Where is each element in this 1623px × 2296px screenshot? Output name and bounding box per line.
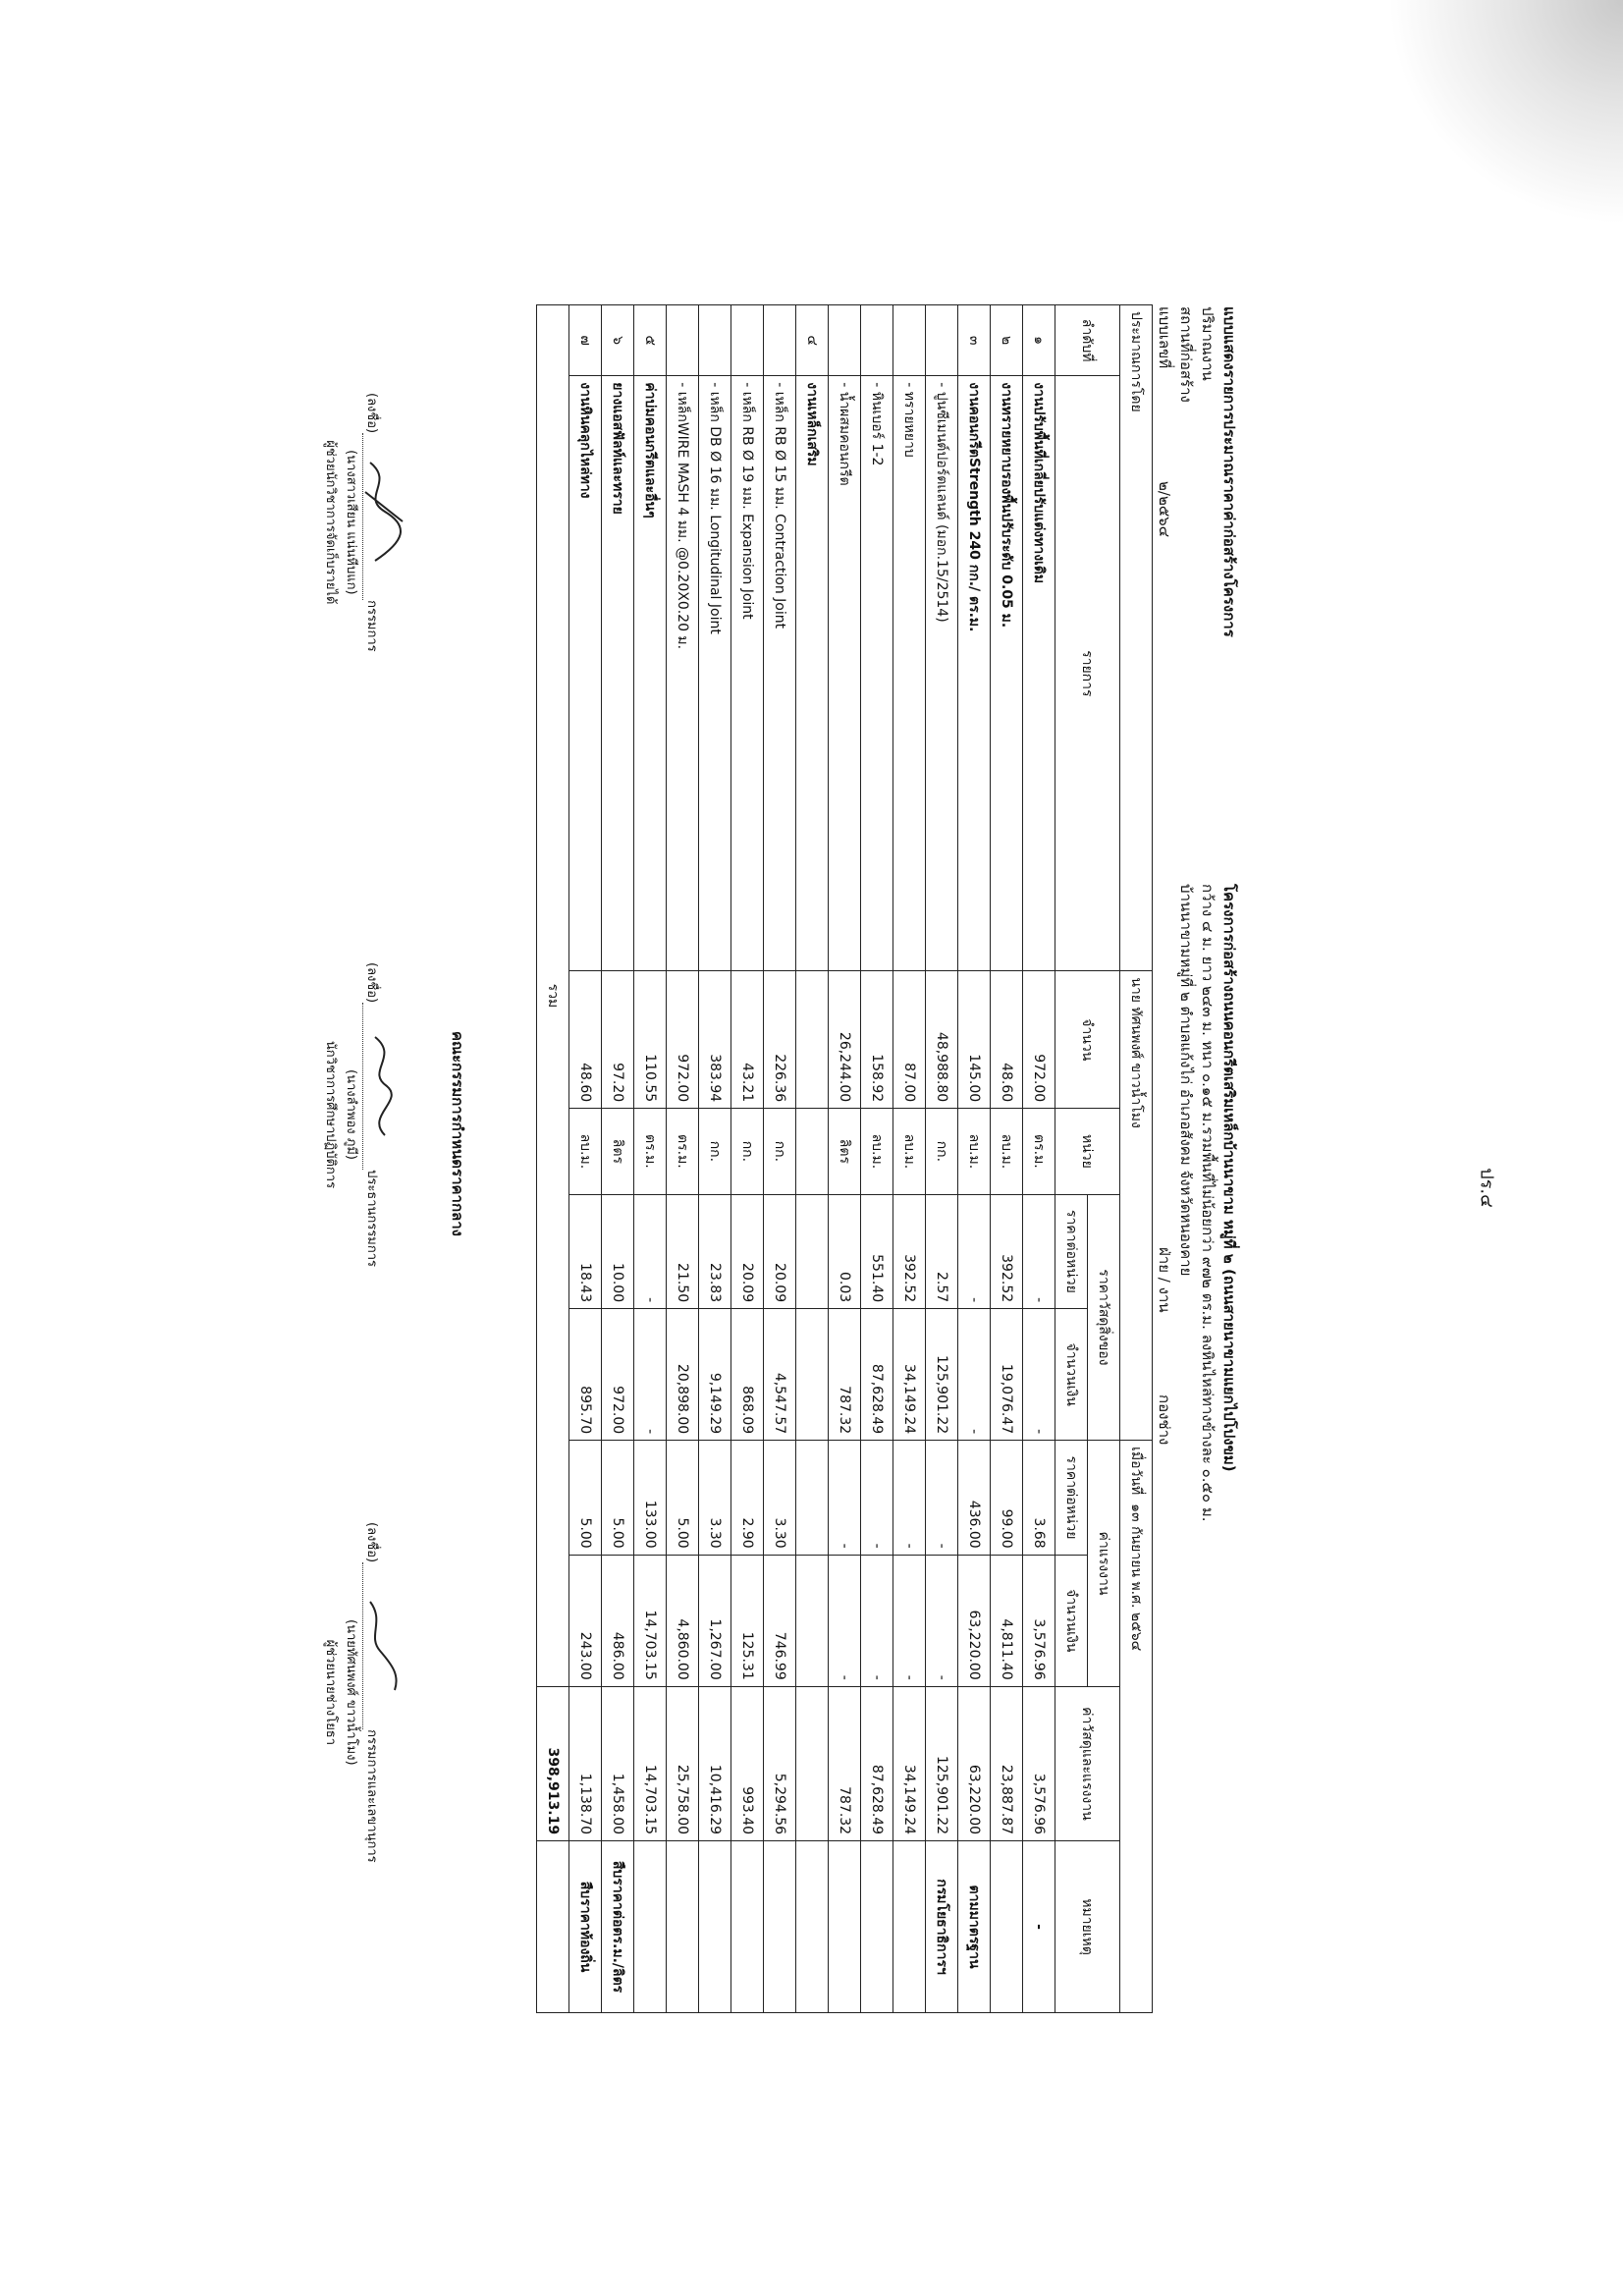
quantity-value: กว้าง ๔ ม. ยาว ๒๔๓ ม. หนา ๐.๑๕ ม.รวมพื้นที่ไม่น้อยกว่า ๙๗๒ ตร.ม. ลงหินไหล่ทางข้างละ ๐.๕๐ ม. [1199, 884, 1217, 1522]
row-no [699, 305, 731, 376]
sign-label: (ลงชื่อ) [364, 962, 379, 1004]
row-labor-amount: 1,267.00 [699, 1555, 731, 1686]
row-remark [667, 1841, 699, 2013]
col-item-header: รายการ [1055, 376, 1120, 971]
row-material-amount: 972.00 [602, 1309, 634, 1441]
row-material-amount: 125,901.22 [926, 1309, 958, 1441]
sign-label: (ลงชื่อ) [364, 1522, 379, 1563]
row-labor-unit-price: 5.00 [667, 1441, 699, 1556]
row-labor-amount: 3,576.96 [1023, 1555, 1055, 1686]
form-no-value: ๒/๒๕๖๔ [1156, 481, 1173, 538]
row-labor-unit-price [796, 1441, 829, 1556]
row-no: ๒ [991, 305, 1023, 376]
row-qty: 226.36 [764, 971, 796, 1109]
form-title: แบบแสดงรายการประมาณราคาค่าก่อสร้างโครงการ [1220, 306, 1238, 637]
row-item: งานเหล็กเสริม [796, 376, 829, 971]
row-unit: กก. [926, 1109, 958, 1194]
row-labor-unit-price: 3.30 [764, 1441, 796, 1556]
row-qty: 48.60 [569, 971, 602, 1109]
table-row [829, 305, 861, 2013]
row-qty: 43.21 [731, 971, 764, 1109]
row-labor-amount: 746.99 [764, 1555, 796, 1686]
row-labor-unit-price: 3.30 [699, 1441, 731, 1556]
row-item: ค่าบ่มคอนกรีตและอื่นๆ [634, 376, 667, 971]
row-material-amount: 9,149.29 [699, 1309, 731, 1441]
signature-line [362, 433, 381, 600]
row-item: ยางแอสฟัลท์และทราย [602, 376, 634, 971]
row-material-unit-price: 0.03 [829, 1194, 861, 1309]
table-row [699, 305, 731, 2013]
total-row [537, 305, 569, 2013]
signature-line [362, 1003, 381, 1170]
row-no: ๖ [602, 305, 634, 376]
sign-role: กรรมการ [364, 600, 379, 652]
table-row [602, 305, 634, 2013]
row-remark: ตามมาตรฐาน [958, 1841, 991, 2013]
row-labor-amount: 243.00 [569, 1555, 602, 1686]
sign-name: (นางสาวเสียน แน่นหีบแก) [344, 450, 358, 595]
row-qty: 26,244.00 [829, 971, 861, 1109]
row-labor-unit-price: - [926, 1441, 958, 1556]
row-remark [991, 1841, 1023, 2013]
row-material-unit-price [796, 1194, 829, 1309]
row-material-amount: 4,547.57 [764, 1309, 796, 1441]
row-labor-unit-price: 99.00 [991, 1441, 1023, 1556]
row-material-amount: - [958, 1309, 991, 1441]
row-material-amount: 20,898.00 [667, 1309, 699, 1441]
row-material-unit-price: 20.09 [731, 1194, 764, 1309]
location-label: สถานที่ก่อสร้าง [1177, 306, 1195, 403]
row-labor-amount: 4,860.00 [667, 1555, 699, 1686]
row-unit: ลิตร [829, 1109, 861, 1194]
row-labor-amount: 4,811.40 [991, 1555, 1023, 1686]
row-material-amount: 34,149.24 [893, 1309, 926, 1441]
date-label: เมื่อวันที่ [1128, 1447, 1144, 1496]
row-qty [796, 971, 829, 1109]
row-material-amount: 87,628.49 [861, 1309, 893, 1441]
row-item: งานทรายหยาบรองพื้นปรับระดับ 0.05 ม. [991, 376, 1023, 971]
row-remark [731, 1841, 764, 2013]
row-labor-amount: - [861, 1555, 893, 1686]
row-no [861, 305, 893, 376]
row-material-unit-price: - [958, 1194, 991, 1309]
page-tag: ปร.๔ [1476, 1168, 1497, 1208]
row-unit: ตร.ม. [1023, 1109, 1055, 1194]
row-total: 5,294.56 [764, 1686, 796, 1840]
row-item: - น้ำผสมคอนกรีต [829, 376, 861, 971]
row-no: ๗ [569, 305, 602, 376]
table-row [1023, 305, 1055, 2013]
row-qty: 158.92 [861, 971, 893, 1109]
row-material-unit-price: 551.40 [861, 1194, 893, 1309]
col-mat-amount-header: จำนวนเงิน [1055, 1309, 1088, 1441]
row-unit: กก. [699, 1109, 731, 1194]
row-material-amount: 895.70 [569, 1309, 602, 1441]
date-cell [1120, 1441, 1153, 2013]
col-mat-unit-price-header: ราคาต่อหน่วย [1055, 1194, 1088, 1309]
row-unit [796, 1109, 829, 1194]
row-material-unit-price: 21.50 [667, 1194, 699, 1309]
table-row [634, 305, 667, 2013]
row-material-unit-price: - [634, 1194, 667, 1309]
estimator-label-cell [1120, 305, 1153, 971]
row-total: 63,220.00 [958, 1686, 991, 1840]
table-row [569, 305, 602, 2013]
row-material-amount: 19,076.47 [991, 1309, 1023, 1441]
signature-scribble [355, 1022, 414, 1140]
row-labor-unit-price: 3.68 [1023, 1441, 1055, 1556]
row-total: 1,138.70 [569, 1686, 602, 1840]
row-remark [829, 1841, 861, 2013]
location-value: บ้านนาขามหมู่ที่ ๒ ตำบลแก้งไก่ อำเภอสังคม จังหวัดหนองคาย [1177, 884, 1195, 1277]
row-item: - ทรายหยาบ [893, 376, 926, 971]
row-total: 87,628.49 [861, 1686, 893, 1840]
row-labor-unit-price: 5.00 [569, 1441, 602, 1556]
row-unit: ตร.ม. [667, 1109, 699, 1194]
table-row [926, 305, 958, 2013]
row-unit: ลบ.ม. [893, 1109, 926, 1194]
price-table [536, 304, 1153, 2013]
row-labor-amount: - [893, 1555, 926, 1686]
sign-name: (นางลำพอง ภูมี) [344, 1069, 358, 1160]
estimator-label: ประมาณการโดย [1128, 311, 1144, 412]
col-qty-header: จำนวน [1055, 971, 1120, 1109]
document-sheet [206, 285, 1247, 2033]
row-total: 993.40 [731, 1686, 764, 1840]
row-total: 1,458.00 [602, 1686, 634, 1840]
total-value: 398,913.19 [537, 1686, 569, 1840]
total-remark-cell [537, 1841, 569, 2013]
table-row [667, 305, 699, 2013]
column-header-row [1088, 305, 1120, 2013]
table-row [893, 305, 926, 2013]
row-material-amount: - [634, 1309, 667, 1441]
row-material-unit-price: 18.43 [569, 1194, 602, 1309]
row-item: - หินเบอร์ 1-2 [861, 376, 893, 971]
row-unit: กก. [731, 1109, 764, 1194]
row-qty: 48.60 [991, 971, 1023, 1109]
row-labor-unit-price: 2.90 [731, 1441, 764, 1556]
row-unit: ลิตร [602, 1109, 634, 1194]
row-labor-amount: 14,703.15 [634, 1555, 667, 1686]
row-labor-amount: - [829, 1555, 861, 1686]
sign-role: ประธานกรรมการ [364, 1170, 379, 1267]
row-remark [699, 1841, 731, 2013]
row-qty: 972.00 [1023, 971, 1055, 1109]
row-qty: 110.55 [634, 971, 667, 1109]
signature-scribble [355, 453, 414, 571]
row-no: ๓ [958, 305, 991, 376]
estimator-value-cell [1120, 971, 1153, 1441]
sign-position: ผู้ช่วยนักวิชาการจัดเก็บรายได้ [323, 440, 338, 605]
row-unit: กก. [764, 1109, 796, 1194]
row-unit: ตร.ม. [634, 1109, 667, 1194]
row-item: งานปรับพื้นที่เกลี่ยปรับแต่งทางเดิม [1023, 376, 1055, 971]
row-labor-unit-price: 133.00 [634, 1441, 667, 1556]
row-item: - เหล็ก RB Ø 15 มม. Contraction Joint [764, 376, 796, 971]
total-label: รวม [537, 305, 569, 1687]
row-item: - เหล็ก RB Ø 19 มม. Expansion Joint [731, 376, 764, 971]
sign-role: กรรมการและเลขานุการ [364, 1729, 379, 1863]
signature-chair [321, 962, 383, 1267]
row-remark [893, 1841, 926, 2013]
row-material-unit-price: 392.52 [893, 1194, 926, 1309]
row-remark: สืบราคาต่อตร.ม./ลิตร [602, 1841, 634, 2013]
row-total: 23,887.87 [991, 1686, 1023, 1840]
row-no: ๔ [796, 305, 829, 376]
row-unit: ลบ.ม. [991, 1109, 1023, 1194]
row-unit: ลบ.ม. [569, 1109, 602, 1194]
col-unit-header: หน่วย [1055, 1109, 1120, 1194]
row-remark: สืบราคาท้องถิ่น [569, 1841, 602, 2013]
row-labor-amount: 486.00 [602, 1555, 634, 1686]
row-remark [634, 1841, 667, 2013]
row-material-unit-price: 392.52 [991, 1194, 1023, 1309]
row-qty: 87.00 [893, 971, 926, 1109]
row-labor-unit-price: 5.00 [602, 1441, 634, 1556]
date-value: ๑๓ กันยายน พ.ศ. ๒๕๖๔ [1128, 1503, 1144, 1652]
table-body [569, 305, 1055, 2013]
row-material-amount: 787.32 [829, 1309, 861, 1441]
table-row [861, 305, 893, 2013]
committee-title: คณะกรรมการกำหนดราคากลาง [449, 1031, 466, 1236]
row-total: 14,703.15 [634, 1686, 667, 1840]
sign-label: (ลงชื่อ) [364, 393, 379, 434]
scan-shadow [1387, 0, 1623, 226]
signature-member [321, 393, 383, 652]
row-qty: 383.94 [699, 971, 731, 1109]
row-total [796, 1686, 829, 1840]
row-labor-amount: - [926, 1555, 958, 1686]
row-remark: กรมโยธาธิการฯ [926, 1841, 958, 2013]
row-no [667, 305, 699, 376]
row-material-unit-price: - [1023, 1194, 1055, 1309]
row-no [731, 305, 764, 376]
table-row [731, 305, 764, 2013]
row-qty: 48,988.80 [926, 971, 958, 1109]
row-item: - เหล็กWIRE MASH 4 มม. @0.20X0.20 ม. [667, 376, 699, 971]
row-labor-amount [796, 1555, 829, 1686]
row-material-unit-price: 2.57 [926, 1194, 958, 1309]
row-item: - เหล็ก DB Ø 16 มม. Longitudinal Joint [699, 376, 731, 971]
row-no: ๕ [634, 305, 667, 376]
form-no-label: แบบเลขที่ [1156, 306, 1173, 369]
dept-label: ฝ่าย / งาน [1156, 1247, 1173, 1313]
col-total-header: ค่าวัสดุและแรงงาน [1055, 1686, 1120, 1840]
row-material-unit-price: 20.09 [764, 1194, 796, 1309]
row-total: 3,576.96 [1023, 1686, 1055, 1840]
row-total: 34,149.24 [893, 1686, 926, 1840]
row-remark: - [1023, 1841, 1055, 2013]
row-no [926, 305, 958, 376]
row-total: 25,758.00 [667, 1686, 699, 1840]
row-item: งานคอนกรีตStrength 240 กก./ ตร.ม. [958, 376, 991, 971]
row-material-amount [796, 1309, 829, 1441]
row-qty: 145.00 [958, 971, 991, 1109]
row-total: 10,416.29 [699, 1686, 731, 1840]
row-labor-unit-price: - [861, 1441, 893, 1556]
col-material-header: ราคาวัสดุสิ่งของ [1088, 1194, 1120, 1441]
row-qty: 97.20 [602, 971, 634, 1109]
col-labor-header: ค่าแรงงาน [1088, 1441, 1120, 1687]
row-no [764, 305, 796, 376]
quantity-label: ปริมาณงาน [1199, 306, 1217, 381]
row-labor-unit-price: - [893, 1441, 926, 1556]
row-item: งานหินคลุกไหล่ทาง [569, 376, 602, 971]
table-row [796, 305, 829, 2013]
row-total: 125,901.22 [926, 1686, 958, 1840]
row-material-unit-price: 23.83 [699, 1194, 731, 1309]
row-total: 787.32 [829, 1686, 861, 1840]
signature-secretary [321, 1522, 383, 1863]
row-remark [796, 1841, 829, 2013]
row-qty: 972.00 [667, 971, 699, 1109]
sign-position: ผู้ช่วยนายช่างโยธา [323, 1639, 338, 1746]
estimator-row [1120, 305, 1153, 2013]
estimator-value: นาย ทัศนพงศ์ ขาวน้ำโมง [1128, 977, 1144, 1128]
sign-name: (นายทัศนพงศ์ ขาวน้ำโมง) [344, 1619, 358, 1766]
row-material-amount: - [1023, 1309, 1055, 1441]
signature-line [362, 1562, 381, 1729]
row-unit: ลบ.ม. [861, 1109, 893, 1194]
signature-scribble [355, 1582, 414, 1700]
row-unit: ลบ.ม. [958, 1109, 991, 1194]
row-labor-unit-price: 436.00 [958, 1441, 991, 1556]
sign-position: นักวิชาการศึกษาปฏิบัติการ [323, 1040, 338, 1189]
col-no-header: ลำดับที่ [1055, 305, 1120, 376]
row-material-amount: 868.09 [731, 1309, 764, 1441]
table-row [991, 305, 1023, 2013]
project-title: โครงการก่อสร้างถนนคอนกรีตเสริมเหล็กบ้านนาขาม หมู่ที่ ๒ (ถนนสายนาขามแยกไปโปงขม) [1220, 884, 1238, 1472]
col-lab-unit-price-header: ราคาต่อหน่วย [1055, 1441, 1088, 1556]
table-row [958, 305, 991, 2013]
table-row [764, 305, 796, 2013]
row-remark [764, 1841, 796, 2013]
row-no [893, 305, 926, 376]
row-material-unit-price: 10.00 [602, 1194, 634, 1309]
row-remark [861, 1841, 893, 2013]
col-remark-header: หมายเหตุ [1055, 1841, 1120, 2013]
row-labor-amount: 63,220.00 [958, 1555, 991, 1686]
row-item: - ปูนซีเมนต์ปอร์ตแลนด์ (มอก.15/2514) [926, 376, 958, 971]
row-labor-unit-price: - [829, 1441, 861, 1556]
row-labor-amount: 125.31 [731, 1555, 764, 1686]
row-no [829, 305, 861, 376]
dept-value: กองช่าง [1156, 1394, 1173, 1446]
col-lab-amount-header: จำนวนเงิน [1055, 1555, 1088, 1686]
row-no: ๑ [1023, 305, 1055, 376]
